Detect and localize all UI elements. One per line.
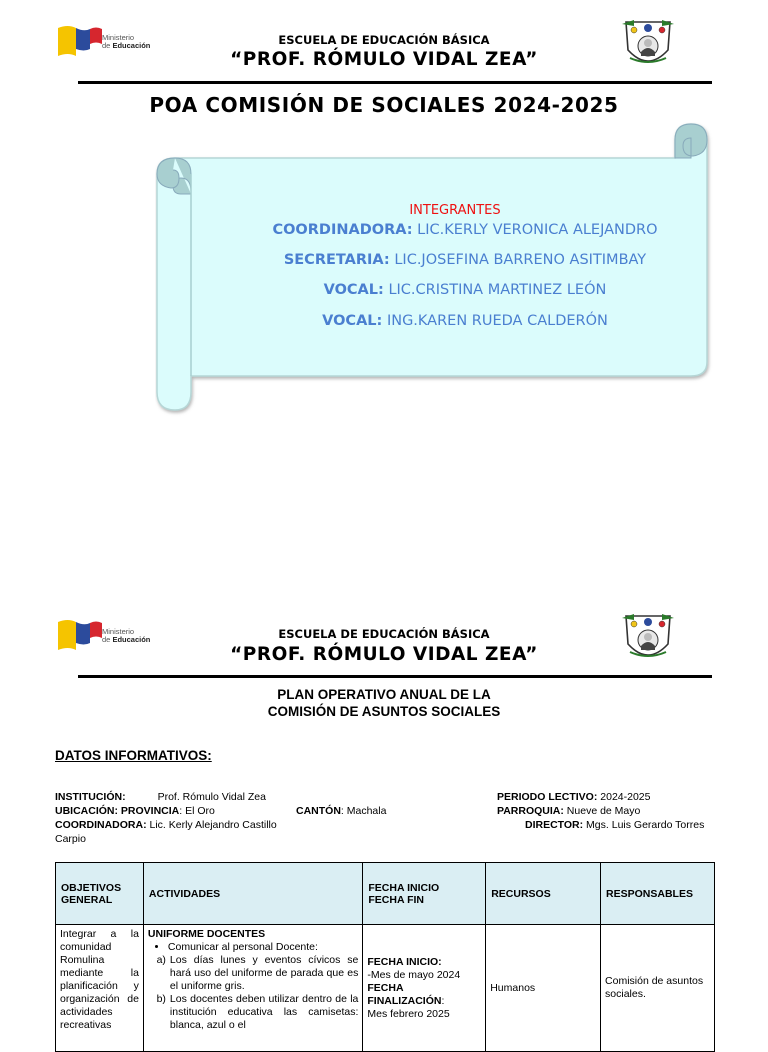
list-item: • Comunicar al personal Docente: xyxy=(168,941,358,954)
member-secretaria xyxy=(195,252,735,268)
cell-recursos: Humanos xyxy=(486,925,601,1052)
cell-actividades xyxy=(143,925,362,1052)
member-role: VOCAL: xyxy=(323,282,384,298)
header-recursos: RECURSOS xyxy=(486,863,601,925)
actividad-list xyxy=(148,941,358,954)
cell-responsables: Comisión de asuntos sociales. xyxy=(601,925,715,1052)
fecha-fin-value: Mes febrero 2025 xyxy=(367,1007,450,1020)
school-name-2: “PROF. RÓMULO VIDAL ZEA” xyxy=(230,644,538,665)
plan-title xyxy=(0,686,768,720)
info-director: DIRECTOR: Mgs. Luis Gerardo Torres xyxy=(525,819,705,831)
school-crest-icon xyxy=(620,16,676,72)
fecha-inicio-label: FECHA INICIO: xyxy=(367,955,442,968)
member-coordinadora xyxy=(195,222,735,238)
member-role: VOCAL: xyxy=(322,313,383,329)
school-type-2: ESCUELA DE EDUCACIÓN BÁSICA xyxy=(278,627,490,641)
header-divider xyxy=(78,81,712,84)
header-fecha: FECHA INICIO FECHA FIN xyxy=(363,863,486,925)
cell-fecha: FECHA INICIO: -Mes de mayo 2024 FECHA FINALIZACIÓN: Mes febrero 2025 xyxy=(363,925,486,1052)
header-actividades: ACTIVIDADES xyxy=(143,863,362,925)
member-name: LIC.KERLY VERONICA ALEJANDRO xyxy=(417,222,658,238)
header-responsables: RESPONSABLES xyxy=(601,863,715,925)
actividad-sublist xyxy=(148,954,358,1032)
ministry-name: Ministerio de Educación xyxy=(102,33,151,50)
info-parroquia: PARROQUIA: Nueve de Mayo xyxy=(497,805,641,817)
header-divider-2 xyxy=(78,675,712,678)
fecha-inicio-value: -Mes de mayo 2024 xyxy=(367,968,461,981)
list-item: b) Los docentes deben utilizar dentro de la institución educativa las camisetas: blanca, azul o el xyxy=(156,993,359,1031)
school-type: ESCUELA DE EDUCACIÓN BÁSICA xyxy=(278,33,490,47)
info-periodo: PERIODO LECTIVO: 2024-2025 xyxy=(497,791,651,803)
ministry-name: Ministerio de Educación xyxy=(102,627,151,644)
member-role: SECRETARIA: xyxy=(283,252,390,268)
actividad-title: UNIFORME DOCENTES xyxy=(147,928,266,940)
datos-informativos-heading: DATOS INFORMATIVOS: xyxy=(55,748,212,763)
list-item: a) Los días lunes y eventos cívicos se hará uso del uniforme de parada que es el uniforme gris. xyxy=(156,954,359,992)
poa-title: POA COMISIÓN DE SOCIALES 2024-2025 xyxy=(149,93,619,117)
table-row xyxy=(56,925,715,1052)
member-name: LIC.CRISTINA MARTINEZ LEÓN xyxy=(388,282,607,298)
plan-title-line-1: PLAN OPERATIVO ANUAL DE LA xyxy=(277,687,491,702)
member-vocal-1 xyxy=(195,282,735,298)
school-crest-icon xyxy=(620,610,676,666)
fecha-fin-label: FECHA FINALIZACIÓN xyxy=(367,981,442,1007)
info-institucion: INSTITUCIÓN: Prof. Rómulo Vidal Zea xyxy=(55,791,266,803)
member-name: LIC.JOSEFINA BARRENO ASITIMBAY xyxy=(394,252,647,268)
member-name: ING.KAREN RUEDA CALDERÓN xyxy=(386,313,608,329)
info-canton: CANTÓN: Machala xyxy=(296,805,387,817)
scroll-banner xyxy=(155,122,715,417)
integrantes-heading: INTEGRANTES xyxy=(409,203,501,218)
member-role: COORDINADORA: xyxy=(272,222,413,238)
plan-title-line-2: COMISIÓN DE ASUNTOS SOCIALES xyxy=(267,704,501,719)
info-ubicacion: UBICACIÓN: PROVINCIA: El Oro xyxy=(55,805,215,817)
info-coordinadora: COORDINADORA: Lic. Kerly Alejandro Castillo xyxy=(55,819,277,831)
member-vocal-2 xyxy=(195,313,735,329)
info-coordinadora-cont: Carpio xyxy=(55,833,86,845)
header-objetivos: OBJETIVOS GENERAL xyxy=(56,863,144,925)
table-header-row xyxy=(56,863,715,925)
cell-objetivo: Integrar a la comunidad Romulina mediante la planificación y organización de actividades recreativas xyxy=(56,925,144,1052)
school-name: “PROF. RÓMULO VIDAL ZEA” xyxy=(230,49,538,70)
